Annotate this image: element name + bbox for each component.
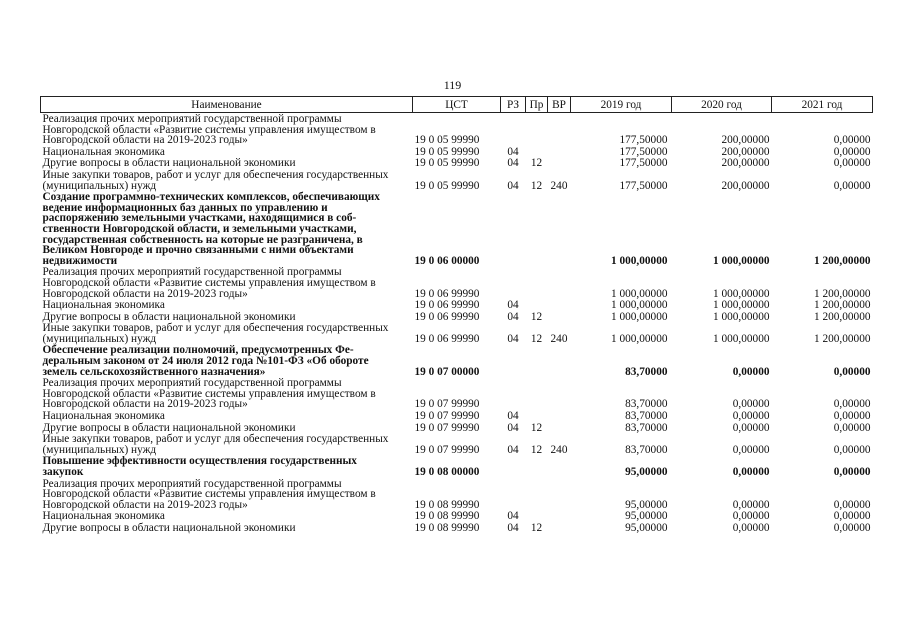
- row-name: Повышение эффективности осуществления государственных закупок: [42, 455, 357, 478]
- page-number: 119: [443, 78, 462, 92]
- row-pr: 12: [530, 521, 543, 534]
- row-pr: [526, 478, 548, 511]
- row-pr: 12: [530, 310, 543, 323]
- row-cst: 19 0 07 99990: [414, 421, 480, 434]
- row-value-2020: 0,00000: [732, 410, 770, 423]
- header-2019: 2019 год: [571, 97, 672, 113]
- row-value-2021: 0,00000: [833, 145, 871, 158]
- row-pr: 12: [530, 179, 543, 192]
- header-vr: ВР: [548, 97, 571, 113]
- row-name: Национальная экономика: [42, 145, 165, 158]
- row-pr: 12: [530, 421, 543, 434]
- row-name: Иные закупки товаров, работ и услуг для обеспечения государственных (муниципальных) нужд: [42, 433, 389, 456]
- table-row: [41, 433, 873, 455]
- row-cst: 19 0 05 99990: [414, 157, 480, 170]
- row-value-2020: 200,00000: [721, 145, 770, 158]
- row-value-2021: 0,00000: [833, 410, 871, 423]
- row-vr: [548, 311, 571, 323]
- row-rz: 04: [507, 421, 519, 434]
- row-cst: 19 0 07 00000: [414, 365, 480, 378]
- header-2021: 2021 год: [772, 97, 873, 113]
- row-vr: [548, 113, 571, 146]
- row-value-2021: 1 200,00000: [814, 332, 871, 345]
- row-value-2020: 0,00000: [732, 365, 770, 378]
- row-rz: [501, 113, 526, 146]
- row-name: Реализация прочих мероприятий государственной программы Новгородской области «Развитие системы управления имуществом в Новгородской области на 2019-2023 годы»: [42, 377, 376, 411]
- row-value-2020: 0,00000: [732, 466, 770, 478]
- row-pr: [526, 344, 548, 377]
- row-cst: 19 0 06 99990: [414, 299, 480, 312]
- row-value-2021: 0,00000: [833, 466, 871, 478]
- row-vr: [548, 478, 571, 511]
- header-rz: РЗ: [501, 97, 526, 113]
- row-cst: 19 0 06 99990: [414, 332, 480, 345]
- row-cst: 19 0 06 00000: [414, 254, 480, 267]
- row-pr: 12: [530, 157, 543, 170]
- table-row: [41, 377, 873, 410]
- row-value-2020: 0,00000: [732, 421, 770, 434]
- row-value-2019: 83,70000: [625, 410, 668, 423]
- row-name: Реализация прочих мероприятий государственной программы Новгородской области «Развитие системы управления имуществом в Новгородской области на 2019-2023 годы»: [42, 477, 376, 511]
- row-value-2020: 1 000,00000: [713, 310, 770, 323]
- row-name: Иные закупки товаров, работ и услуг для обеспечения государственных (муниципальных) нужд: [42, 168, 389, 192]
- row-value-2020: 1 000,00000: [713, 299, 770, 312]
- row-value-2020: 0,00000: [732, 398, 770, 411]
- row-pr: [526, 146, 548, 158]
- row-value-2019: 1 000,00000: [611, 254, 668, 267]
- row-value-2021: 0,00000: [833, 179, 871, 192]
- row-cst: 19 0 08 00000: [414, 466, 480, 478]
- row-name: Иные закупки товаров, работ и услуг для обеспечения государственных (муниципальных) нужд: [42, 322, 389, 345]
- row-cst: 19 0 06 99990: [414, 287, 480, 300]
- row-name: Национальная экономика: [42, 299, 165, 312]
- row-name: Другие вопросы в области национальной экономики: [42, 157, 296, 170]
- row-rz: 04: [507, 443, 519, 456]
- table-row: [41, 191, 873, 266]
- row-value-2021: 0,00000: [833, 157, 871, 170]
- row-vr: [548, 422, 571, 434]
- row-value-2019: 1 000,00000: [611, 299, 668, 312]
- row-value-2020: 0,00000: [732, 498, 770, 511]
- row-pr: [526, 410, 548, 422]
- row-value-2019: 95,00000: [625, 521, 668, 534]
- row-rz: [501, 455, 526, 477]
- row-value-2021: 0,00000: [833, 443, 871, 456]
- row-pr: [526, 455, 548, 477]
- row-value-2019: 83,70000: [625, 443, 668, 456]
- row-name: Другие вопросы в области национальной экономики: [42, 521, 296, 534]
- table-row: [41, 478, 873, 511]
- row-pr: [526, 266, 548, 299]
- row-cst: 19 0 07 99990: [414, 443, 480, 456]
- row-value-2021: 1 200,00000: [814, 299, 871, 312]
- table-row: [41, 146, 873, 158]
- row-rz: 04: [507, 145, 519, 158]
- row-vr: 240: [550, 443, 568, 456]
- row-rz: 04: [507, 157, 519, 170]
- row-value-2020: 0,00000: [732, 521, 770, 534]
- row-vr: 240: [550, 332, 568, 345]
- row-value-2020: 0,00000: [732, 510, 770, 523]
- row-vr: [548, 522, 571, 534]
- row-rz: 04: [507, 410, 519, 423]
- row-vr: [548, 344, 571, 377]
- table-row: [41, 522, 873, 534]
- row-name: Обеспечение реализации полномочий, предусмотренных Федеральным законом от 24 июля 2012 года №101-ФЗ «Об обороте земель сельскохозяйственного назначения»: [42, 344, 369, 378]
- row-name: Другие вопросы в области национальной экономики: [42, 421, 296, 434]
- table-row: [41, 113, 873, 146]
- row-value-2020: 200,00000: [721, 179, 770, 192]
- table-row: [41, 455, 873, 477]
- row-value-2019: 1 000,00000: [611, 310, 668, 323]
- row-value-2019: 177,50000: [619, 134, 668, 147]
- header-cst: ЦСТ: [413, 97, 501, 113]
- row-value-2019: 177,50000: [619, 157, 668, 170]
- table-row: [41, 510, 873, 522]
- row-value-2021: 0,00000: [833, 421, 871, 434]
- row-cst: 19 0 08 99990: [414, 498, 480, 511]
- header-pr: Пр: [526, 97, 548, 113]
- row-vr: [548, 191, 571, 266]
- row-value-2019: 83,70000: [625, 398, 668, 411]
- row-value-2019: 177,50000: [619, 145, 668, 158]
- row-cst: 19 0 05 99990: [414, 134, 480, 147]
- row-name: Реализация прочих мероприятий государственной программы Новгородской области «Развитие системы управления имуществом в Новгородской области на 2019-2023 годы»: [42, 113, 376, 147]
- row-vr: [548, 299, 571, 311]
- row-value-2019: 95,00000: [625, 510, 668, 523]
- row-value-2019: 177,50000: [619, 179, 668, 192]
- row-rz: [501, 478, 526, 511]
- row-vr: [548, 157, 571, 169]
- row-cst: 19 0 05 99990: [414, 145, 480, 158]
- row-value-2019: 95,00000: [625, 498, 668, 511]
- row-rz: 04: [507, 310, 519, 323]
- header-name: Наименование: [41, 97, 413, 113]
- row-rz: [501, 266, 526, 299]
- row-value-2020: 0,00000: [732, 443, 770, 456]
- table-row: [41, 266, 873, 299]
- row-value-2021: 0,00000: [833, 398, 871, 411]
- row-cst: 19 0 08 99990: [414, 510, 480, 523]
- row-value-2019: 83,70000: [625, 421, 668, 434]
- table-header: [41, 97, 873, 113]
- table-row: [41, 157, 873, 169]
- row-value-2020: 200,00000: [721, 157, 770, 170]
- row-value-2020: 200,00000: [721, 134, 770, 147]
- row-rz: 04: [507, 510, 519, 523]
- row-pr: 12: [530, 443, 543, 456]
- row-value-2021: 1 200,00000: [814, 254, 871, 267]
- row-rz: 04: [507, 332, 519, 345]
- row-cst: 19 0 05 99990: [414, 179, 480, 192]
- row-vr: [548, 510, 571, 522]
- table-row: [41, 322, 873, 344]
- row-rz: 04: [507, 179, 519, 192]
- row-cst: 19 0 06 99990: [414, 310, 480, 323]
- table-row: [41, 344, 873, 377]
- row-value-2021: 0,00000: [833, 498, 871, 511]
- row-rz: [501, 344, 526, 377]
- table-row: [41, 169, 873, 191]
- budget-table: [40, 96, 873, 534]
- row-value-2021: 0,00000: [833, 521, 871, 534]
- row-rz: 04: [507, 299, 519, 312]
- row-value-2020: 1 000,00000: [713, 287, 770, 300]
- row-value-2021: 1 200,00000: [814, 310, 871, 323]
- row-cst: 19 0 08 99990: [414, 521, 480, 534]
- table-row: [41, 410, 873, 422]
- row-vr: [548, 146, 571, 158]
- row-rz: 04: [507, 521, 519, 534]
- row-name: Реализация прочих мероприятий государственной программы Новгородской области «Развитие системы управления имуществом в Новгородской области на 2019-2023 годы»: [42, 266, 376, 300]
- row-value-2021: 1 200,00000: [814, 287, 871, 300]
- row-cst: 19 0 07 99990: [414, 398, 480, 411]
- row-vr: [548, 455, 571, 477]
- row-name: Национальная экономика: [42, 510, 165, 523]
- header-row: [41, 97, 873, 113]
- table-row: [41, 422, 873, 434]
- row-name: Создание программно-технических комплексов, обеспечивающих ведение информационных баз данных по управлению и распоряжению земельными участками, находящимися в собственности Новгородской области, и земельными участками, государственная собственность на которые не разграничена, в Великом Новгороде и прочно связанными с ними объектами недвижимости: [42, 191, 380, 267]
- table-row: [41, 311, 873, 323]
- row-rz: [501, 377, 526, 410]
- row-value-2020: 1 000,00000: [713, 332, 770, 345]
- row-vr: [548, 377, 571, 410]
- row-pr: [526, 377, 548, 410]
- row-value-2021: 0,00000: [833, 510, 871, 523]
- row-vr: [548, 410, 571, 422]
- row-pr: [526, 113, 548, 146]
- row-value-2021: 0,00000: [833, 134, 871, 147]
- row-value-2020: 1 000,00000: [713, 254, 770, 267]
- row-vr: [548, 266, 571, 299]
- table-body: [41, 113, 873, 534]
- row-rz: [501, 191, 526, 266]
- row-pr: 12: [530, 332, 543, 345]
- row-value-2019: 95,00000: [625, 466, 668, 478]
- row-name: Другие вопросы в области национальной экономики: [42, 310, 296, 323]
- row-name: Национальная экономика: [42, 410, 165, 423]
- row-value-2019: 1 000,00000: [611, 332, 668, 345]
- row-pr: [526, 299, 548, 311]
- row-vr: 240: [550, 179, 568, 192]
- row-pr: [526, 510, 548, 522]
- row-cst: 19 0 07 99990: [414, 410, 480, 423]
- row-value-2021: 0,00000: [833, 365, 871, 378]
- table-row: [41, 299, 873, 311]
- row-pr: [526, 191, 548, 266]
- row-value-2019: 1 000,00000: [611, 287, 668, 300]
- row-value-2019: 83,70000: [625, 365, 668, 378]
- header-2020: 2020 год: [672, 97, 772, 113]
